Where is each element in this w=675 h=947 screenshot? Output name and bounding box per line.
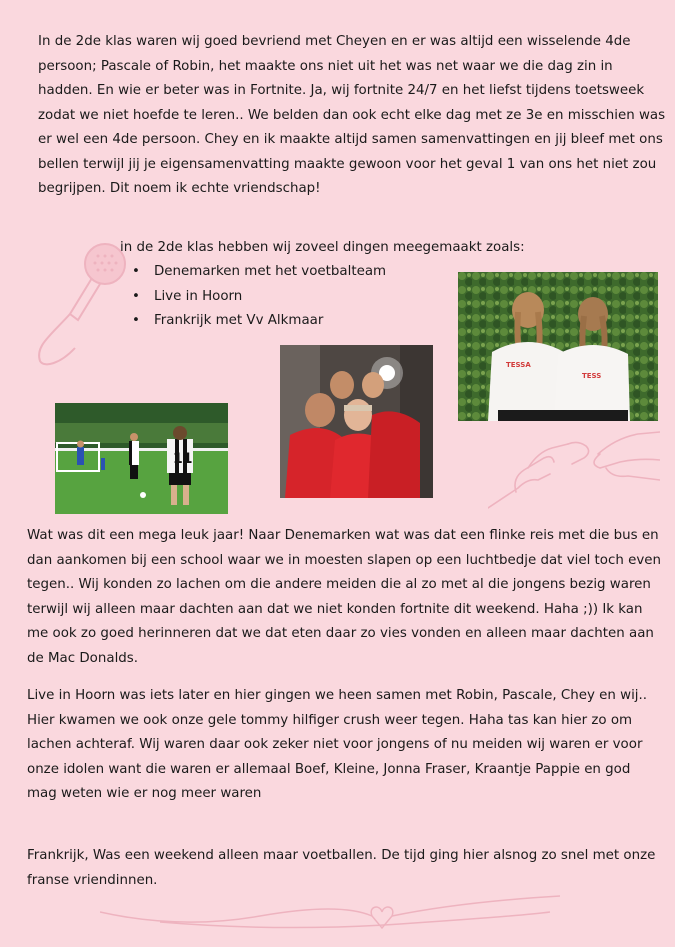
hoorn-paragraph: Live in Hoorn was iets later en hier gingen we heen samen met Robin, Pascale, Chey en wij.. Hier kwamen we ook onze gele tommy hilfiger crush weer tegen. Haha tas kan hier zo om lachen achteraf. Wij waren daar ook zeker niet voor jongens of nu meiden wij waren er voor onze idolen want die waren er allemaal Boef, Kleine, Jonna Fraser, Kraantje Pappie en god mag weten wie er nog meer waren	[27, 688, 648, 801]
photo-selfie	[280, 345, 433, 498]
heart-line-icon	[100, 892, 560, 932]
shirt-name-right: TESS	[582, 372, 602, 380]
france-paragraph: Frankrijk, Was een weekend alleen maar voetballen. De tijd ging hier alsnog zo snel met onze franse vriendinnen.	[27, 848, 656, 888]
photo-soccer	[55, 403, 228, 514]
activities-list	[128, 260, 386, 334]
denmark-paragraph: Wat was dit een mega leuk jaar! Naar Denemarken wat was dat een flinke reis met die bus en dan aankomen bij een school waar we in moesten slapen op een luchtbedje dat viel toch even tegen.. Wij konden zo lachen om die andere meiden die al zo met al die jongens bezig waren terwijl wij alleen maar dachten aan dat we niet konden fortnite dit weekend. Haha ;)) Ik kan me ook zo goed herinneren dat we dat eten daar zo vies vonden en alleen maar dachten aan de Mac Donalds.	[27, 528, 661, 666]
photo-shirts	[458, 272, 658, 421]
list-item: • Live in Hoorn	[132, 288, 243, 304]
hands-icon	[488, 418, 660, 518]
list-intro: in de 2de klas hebben wij zoveel dingen meegemaakt zoals:	[120, 240, 525, 255]
list-item: • Frankrijk met Vv Alkmaar	[132, 313, 324, 328]
intro-paragraph: In de 2de klas waren wij goed bevriend met Cheyen en er was altijd een wisselende 4de persoon; Pascale of Robin, het maakte ons niet uit het was net waar we die dag zin in hadden. En wie er beter was in Fortnite. Ja, wij fortnite 24/7 en het liefst tijdens toetsweek zodat we niet hoefde te leren.. We belden dan ook echt elke dag met ze 3e en misschien was er wel een 4de persoon. Chey en ik maakte altijd samen samenvattingen en jij bleef met ons bellen terwijl jij je eigensamenvatting maakte gewoon voor het geval 1 van ons het niet zou begrijpen. Dit noem ik echte vriendschap!	[38, 34, 666, 196]
jersey-number: 11	[173, 451, 193, 467]
list-item: • Denemarken met het voetbalteam	[132, 264, 387, 279]
microphone-icon	[30, 236, 130, 371]
shirt-name-left: TESSA	[506, 361, 531, 369]
